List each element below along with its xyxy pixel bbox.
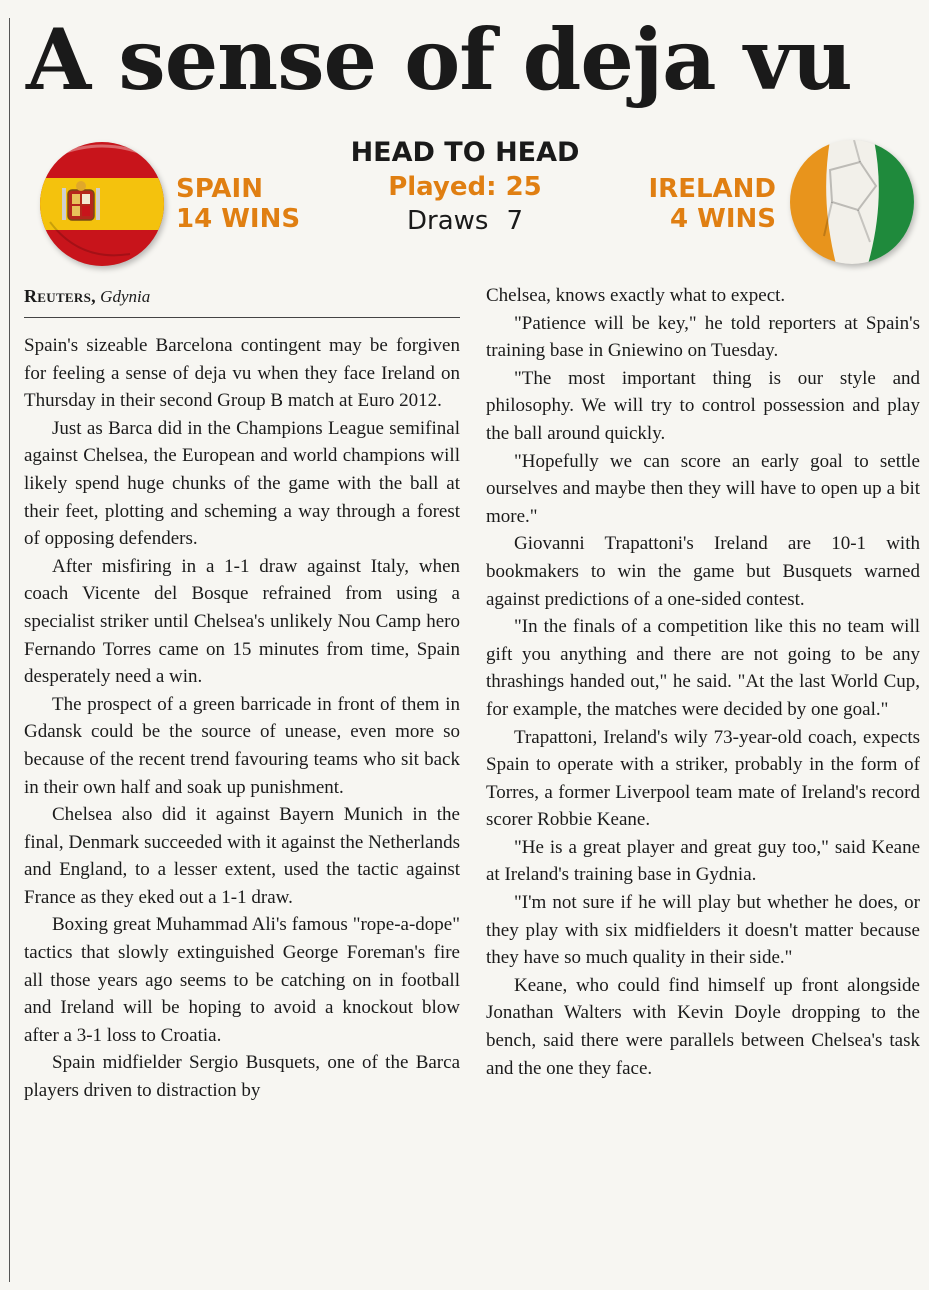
spain-stats bbox=[176, 174, 300, 234]
paragraph: Giovanni Trapattoni's Ireland are 10-1 with bookmakers to win the game but Busquets warned against predictions of a one-sided contest. bbox=[486, 533, 920, 610]
ireland-name: IRELAND bbox=[648, 174, 776, 204]
paragraph: "In the finals of a competition like this no team will gift you anything and there are not going to be any thrashings handed out," he said. "At the last World Cup, for example, the matches were decided by one goal." bbox=[486, 616, 920, 720]
ireland-stats bbox=[649, 174, 777, 234]
paragraph: After misfiring in a 1-1 draw against Italy, when coach Vicente del Bosque refrained from using a specialist striker until Chelsea's unlikely Nou Camp hero Fernando Torres came on 15 minutes from time, Spain desperately need a win. bbox=[24, 555, 460, 688]
paragraph: The prospect of a green barricade in front of them in Gdansk could be the source of unease, even more so because of the recent trend favouring teams who sit back in their own half and soak up punishment. bbox=[24, 693, 460, 798]
draws-count bbox=[320, 204, 610, 238]
paragraph: Chelsea also did it against Bayern Munich in the final, Denmark succeeded with it against the Netherlands and England, to a lesser extent, used the tactic against France as they eked out a 1-1 draw. bbox=[24, 804, 460, 908]
spain-ball-icon bbox=[40, 142, 164, 266]
paragraph: "Hopefully we can score an early goal to settle ourselves and maybe then they will have to open up a bit more." bbox=[486, 450, 920, 527]
head-to-head-title: HEAD TO HEAD bbox=[350, 137, 580, 168]
paragraph: "He is a great player and great guy too," said Keane at Ireland's training base in Gydnia. bbox=[486, 836, 920, 886]
byline-agency: Reuters, bbox=[24, 286, 96, 306]
head-to-head-summary bbox=[320, 136, 610, 238]
paragraph: "I'm not sure if he will play but whether he does, or they play with six midfielders it doesn't matter because they have so much quality in their side." bbox=[486, 892, 920, 969]
paragraph: "Patience will be key," he told reporters at Spain's training base in Gniewino on Tuesday. bbox=[486, 312, 920, 362]
head-to-head-graphic bbox=[0, 132, 929, 272]
draws-value: 7 bbox=[506, 206, 523, 236]
paragraph: Keane, who could find himself up front alongside Jonathan Walters with Kevin Doyle dropping to the bench, said there were parallels between Chelsea's task and the one they face. bbox=[486, 974, 920, 1079]
paragraph: Chelsea, knows exactly what to expect. bbox=[486, 285, 786, 306]
paragraph: Trapattoni, Ireland's wily 73-year-old coach, expects Spain to operate with a striker, probably in the form of Torres, a former Liverpool team mate of Ireland's record scorer Robbie Keane. bbox=[486, 726, 920, 831]
draws-label: Draws bbox=[407, 206, 489, 236]
paragraph: Boxing great Muhammad Ali's famous "rope-a-dope" tactics that slowly extinguished George Foreman's fire all those years ago seems to be catching on in football and Ireland will be hoping to avoid a knockout blow after a 3-1 loss to Croatia. bbox=[24, 914, 460, 1046]
paragraph: Spain's sizeable Barcelona contingent may be forgiven for feeling a sense of deja vu when they face Ireland on Thursday in their second Group B match at Euro 2012. bbox=[24, 335, 460, 412]
played-count: Played: 25 bbox=[388, 172, 542, 202]
article-column-right bbox=[486, 282, 920, 1082]
byline bbox=[24, 282, 460, 318]
ireland-ball-icon bbox=[790, 140, 914, 264]
headline: A sense of deja vu bbox=[26, 10, 852, 109]
paragraph: "The most important thing is our style and philosophy. We will try to control possession and play the ball around quickly. bbox=[486, 367, 920, 444]
byline-place: Gdynia bbox=[100, 287, 151, 306]
ireland-wins: 4 WINS bbox=[670, 204, 776, 234]
spain-wins: 14 WINS bbox=[176, 204, 301, 234]
paragraph: Just as Barca did in the Champions League semifinal against Chelsea, the European and world champions will likely spend huge chunks of the game with the ball at their feet, plotting and scheming a way through a forest of opposing defenders. bbox=[24, 417, 460, 550]
paragraph: Spain midfielder Sergio Busquets, one of the Barca players driven to distraction by bbox=[24, 1052, 460, 1102]
article-column-left bbox=[24, 282, 460, 1105]
spain-name: SPAIN bbox=[176, 174, 263, 204]
article-body bbox=[0, 282, 929, 1282]
